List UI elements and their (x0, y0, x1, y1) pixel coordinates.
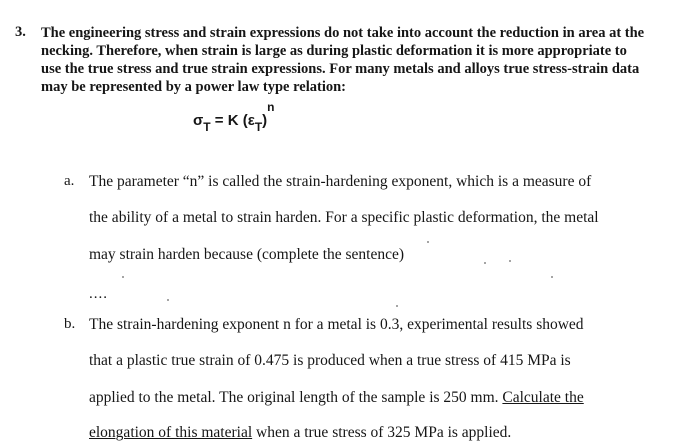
intro-line: use the true stress and true strain expressions. For many metals and alloys true stress-strain data (41, 61, 640, 77)
question-intro (41, 24, 645, 96)
intro-line: necking. Therefore, when strain is large as during plastic deformation it is more appropriate to (41, 43, 627, 59)
part-b-line (89, 424, 511, 442)
part-b-line (89, 389, 584, 407)
part-a-line: the ability of a metal to strain harden. For a specific plastic deformation, the metal (89, 209, 599, 226)
part-b-line: The strain-hardening exponent n for a metal is 0.3, experimental results showed (89, 316, 584, 333)
scan-speck (427, 241, 429, 243)
part-b-line-text: applied to the metal. The original length of the sample is 250 mm. (89, 389, 503, 406)
formula-epsilon-subscript: T (254, 120, 263, 134)
scan-speck (396, 305, 398, 307)
formula-sigma-subscript: T (203, 120, 211, 134)
scan-speck (122, 276, 124, 278)
answer-placeholder-dots: .... (89, 286, 108, 302)
formula-exponent: n (267, 100, 275, 114)
formula-close-paren: ) (262, 112, 268, 129)
formula-sigma: σ (193, 112, 204, 129)
part-a-line: The parameter “n” is called the strain-hardening exponent, which is a measure of (89, 173, 592, 190)
scan-speck (167, 299, 169, 301)
part-a-label: a. (64, 173, 75, 189)
power-law-formula (193, 100, 275, 134)
underlined-text: elongation of this material (89, 424, 253, 441)
part-b-line: that a plastic true strain of 0.475 is produced when a true stress of 415 MPa is (89, 352, 571, 369)
intro-line: The engineering stress and strain expressions do not take into account the reduction in area at the (41, 25, 645, 41)
scan-speck (509, 260, 511, 262)
formula-equals-k: = K (ε (210, 112, 255, 129)
part-a-line: may strain harden because (complete the sentence) (89, 246, 405, 263)
part-b-line-text: when a true stress of 325 MPa is applied. (252, 424, 512, 441)
part-b-label: b. (64, 316, 76, 332)
underlined-text: Calculate the (502, 389, 584, 406)
intro-line: may be represented by a power law type relation: (41, 79, 347, 95)
scan-speck (551, 276, 553, 278)
question-number: 3. (15, 24, 26, 40)
scan-speck (484, 262, 486, 264)
